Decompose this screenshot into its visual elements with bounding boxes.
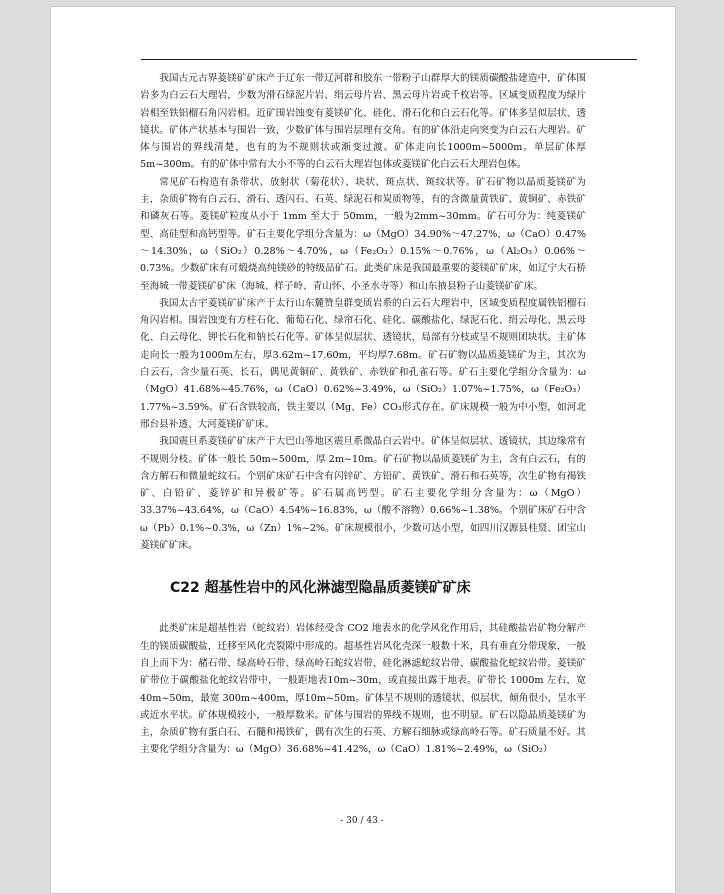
paragraph-1: 我国古元古界菱镁矿矿床产于辽东一带辽河群和胶东一带粉子山群厚大的镁质碳酸盐建造中，矿体围岩多为白云石大理岩，少数为滑石绿泥片岩、绢云母片岩、黑云母片岩或千枚岩等。区域变质程度为绿片岩相至铁铝榴石角闪岩相。近矿围岩蚀变有菱镁矿化、硅化、滑石化和白云石化等。矿体多呈似层状、透镜状。矿体产状基本与围岩一致，少数矿体与围岩层理有交角。有的矿体沿走向突变为白云石大理岩。矿体与围岩的界线清楚，也有的为不规则状或渐变过渡。矿体走向长1000m~5000m。单层矿体厚5m~300m。有的矿体中常有大小不等的白云石大理岩包体或菱镁矿化白云石大理岩包体。 [140,73,586,171]
paragraph-3: 我国太古宇菱镁矿矿床产于太行山东麓赞皇群变质岩系的白云石大理岩中，区域变质程度属铁铝榴石角闪岩相。围岩蚀变有方柱石化、葡萄石化、绿帘石化、硅化、碳酸盐化、绿泥石化、绢云母化、黑云母化、白云母化、钾长石化和钠长石化等。矿体呈似层状、透镜状，局部有分枝或呈不规则团块状。主矿体走向长一般为1000m左右，厚3.62m~17.60m，平均厚7.68m。矿石矿物以晶质菱镁矿为主，其次为白云石，含少量石英、长石，偶见黄铜矿、黄铁矿、赤铁矿和孔雀石等。矿石主要化学组分含量为：ω（MgO）41.68%~45.76%，ω（CaO）0.62%~3.49%，ω（SiO₂）1.07%~1.75%，ω（Fe₂O₃）1.77%~3.59%。矿石含铁较高，铁主要以（Mg、Fe）CO₃形式存在。矿床规模一般为中小型，如河北邢台县补透、大河菱镁矿矿床。 [140,297,586,430]
header-rule [141,59,637,60]
paragraph-2: 常见矿石构造有条带状、放射状（菊花状）、块状、斑点状、斑纹状等。矿石矿物以晶质菱镁矿为主，杂质矿物有白云石、滑石、透闪石、石英、绿泥石和炭质物等，有的含微量黄铁矿、黄铜矿、赤铁矿和磷灰石等。菱镁矿粒度从小于 1mm 至大于 50mm，一般为2mm~30mm。矿石可分为：纯菱镁矿型、高硅型和高钙型等。矿石主要化学组分含量为：ω（MgO）34.90%～47.27%，ω（CaO）0.47%～14.30%，ω（SiO₂）0.28%～4.70%，ω（Fe₂O₃）0.15%～0.76%，ω（Al₂O₃）0.06%～0.73%。少数矿床有可煅烧高纯镁砂的特级品矿石。此类矿床是我国最重要的菱镁矿矿床，如辽宁大石桥至海城一带菱镁矿矿床（海城、样子岭、青山怀、小圣水寺等）和山东掖县粉子山菱镁矿矿床。 [140,176,586,292]
paragraph-4: 我国震旦系菱镁矿矿床产于大巴山等地区震旦系微晶白云岩中。矿体呈似层状、透镜状，其边缘常有不规则分枝。矿体一般长 50m~500m，厚 2m~10m。矿石矿物以晶质菱镁矿为主，含有白云石，有的含方解石和微量蛇纹石。个别矿床矿石中含有闪锌矿、方铅矿、黄铁矿、滑石和石英等，次生矿物有褐铁矿、白铅矿、菱锌矿和异极矿等。矿石属高钙型。矿石主要化学组分含量为：ω（MgO）33.37%~43.64%，ω（CaO）4.54%~16.83%，ω（酸不溶物）0.66%~1.38%。个别矿床矿石中含ω（Pb）0.1%~0.3%，ω（Zn）1%~2%。矿床规模很小，少数可达小型，如四川汉源县桂贤、团宝山菱镁矿矿床。 [140,436,586,552]
section-paragraph-1: 此类矿床是超基性岩（蛇纹岩）岩体经受含 CO2 地表水的化学风化作用后，其硅酸盐岩矿物分解产生的镁质碳酸盐，迁移至风化壳裂隙中形成的。超基性岩风化壳深一般数十米，具有垂直分带现象，一般自上而下为：赭石带、绿高岭石带、绿高岭石蛇纹岩带、硅化淋滤蛇纹岩带、碳酸盐化蛇纹岩带。菱镁矿矿带位于碳酸盐化蛇纹岩带中，一般距地表10m~30m，或直接出露于地表。矿带长 1000m 左右，宽 40m~50m，最宽 300m~400m，厚10m~50m。矿体呈不规则的透镜状、似层状，倾角很小，呈水平或近水平状。矿体规模较小，一般厚数米。矿体与围岩的界线不规则，也不明显。矿石以隐晶质菱镁矿为主，杂质矿物有蛋白石、石髓和褐铁矿，偶有次生的石英、方解石细脉或绿高岭石等。矿石质量不好。其主要化学组分含量为：ω（MgO）36.68%~41.42%，ω（CaO）1.81%~2.49%，ω（SiO₂） [140,623,586,756]
page-number: - 30 / 43 - [340,816,384,826]
page-content [140,70,586,759]
section-heading: C22 超基性岩中的风化淋滤型隐晶质菱镁矿矿床 [170,580,471,597]
